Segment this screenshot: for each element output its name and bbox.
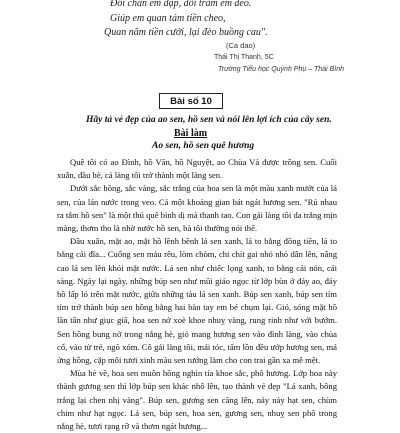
essay-paragraph: Dưới sắc hồng, sắc vàng, sắc trắng của hoa sen là một màu xanh mướt của lá sen, của lán nước trong veo. Cả một khoảng gian bát ngát hương sen. "Rủ nhau ra tắm hồ sen" là một thú quê bình dị mà thanh tao. Con gái làng tôi da trắng mịn màng, thơm tho là nhờ nước hồ sen, bà tôi thường nói thế. (57, 183, 337, 234)
essay-title: Ao sen, hồ sen quê hương (152, 141, 255, 151)
essay-paragraph: Đầu xuân, mặt ao, mặt hồ lềnh bềnh lá sen xanh, lá to bằng đồng tiền, lá to bằng cái đĩa... Cuống sen mảu rêu, lòm chòm, chi chít gai nhỏ nhỏ dân lên, nâng cao lá sen lên khỏi mặt nước. Lá sen như chiếc lọng xanh, to bằng cái nón, cái sàng. Ngày lại ngày, những búp sen như mũi giáo ngọc từ lớp bùn ở đáy ao, đáy hồ lấp ló trên mặt nước, giữa những tàu lá sen xanh. Búp sen xanh, búp sen tím tím trở thành búp sen hồng bằng hai bàn tay em bé chụm lại. Gió, sóng mặt hồ lăn tăn như giục giã, hoa sen nở xoè khoe nhuỵ vàng, rung rinh như với bướm. Sen hồng bung nở trong nắng hè, giỏ mang hương sen vào đình làng, vào chùa cổ, vào từ trẻ, ngõ xóm. Cô gái làng tôi, mái tóc, tấm lồn đều ướp hương sen, má ửng hồng, cặp môi tươi xinh màu sen tưởng làm cho con trai gần xa mê mệt. (57, 236, 337, 366)
lesson-prompt: Hãy tả vẻ đẹp của ao sen, hồ sen và nói lên lợi ích của cây sen. (86, 115, 332, 125)
poem-excerpt (104, 0, 324, 41)
poem-line: Quan năm tiền cưới, lại đèo buồng cau". (104, 27, 268, 38)
answer-heading: Bài làm (174, 128, 208, 139)
essay-paragraph: Quê tôi có ao Đình, hồ Văn, hồ Nguyệt, ao Chùa Vả được trồng sen. Cuối xuân, đầu hè, cả làng tôi trở thành một làng sen. (57, 157, 337, 181)
poem-source: (Ca dao) (226, 41, 256, 50)
poem-line: Giúp em quan tám tiền cheo, (110, 12, 226, 24)
essay-body (57, 156, 337, 433)
lesson-label: Bài số 10 (170, 95, 212, 107)
essay-paragraph: Mùa hè về, hoa sen muôn hồng nghìn tía khoe sắc, phô hương. Lớp hoa này thành gương sen thì lớp búp sen khác nhô lên, tạo thành vẻ đẹp "Lá xanh, bông trắng lại chen nhị vàng". Búp sen, gương sen căng lên, nảy nảy hạt sen, chùm chim như hạt ngọc. Lá sen, búp sen, hoa sen, gương sen, nhuỵ sen phô trong nắng hè, tươi rạng rỡ và thơm ngát hương... (57, 368, 337, 432)
poem-author: Thái Thị Thanh, 5C (214, 54, 274, 61)
poem-school: Trường Tiểu học Quỳnh Phụ – Thái Bình (218, 66, 344, 73)
lesson-label-box (159, 93, 223, 109)
poem-line: Đôi chân em đạp, đôi tràm em đeo. (110, 0, 252, 9)
